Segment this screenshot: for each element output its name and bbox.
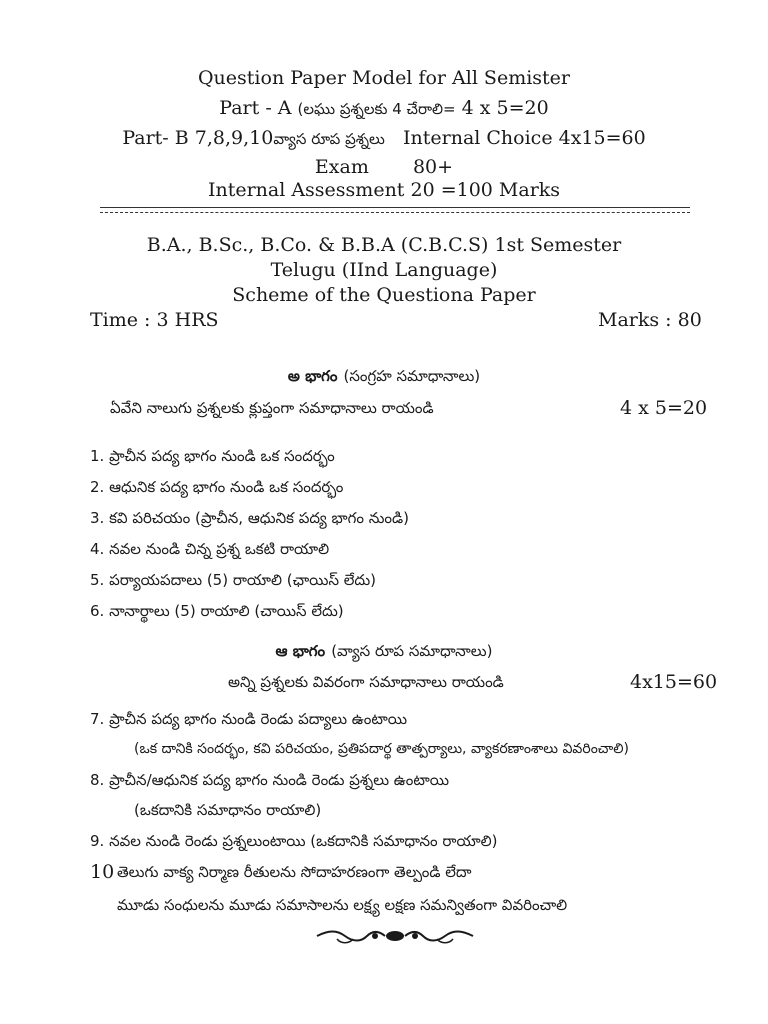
section-b-heading bbox=[0, 638, 768, 663]
part-b-marks: Internal Choice 4x15=60 bbox=[403, 127, 646, 149]
section-a-instruction: ఏవేని నాలుగు ప్రశ్నలకు క్లుప్తంగా సమాధానాలు రాయండి bbox=[110, 399, 434, 417]
part-a-telugu: (లఘు ప్రశ్నలకు 4 చేరాలి= bbox=[297, 100, 456, 118]
part-b-prefix: Part- B 7,8,9,10 bbox=[122, 127, 274, 149]
section-b-instruction: అన్ని ప్రశ్నలకు వివరంగా సమాధానాలు రాయండి bbox=[228, 673, 504, 691]
question-10-continued: మూడు సంధులను మూడు సమాసాలను లక్ష్య లక్షణ సమన్వితంగా వివరించాలి bbox=[117, 896, 568, 914]
question-10-number: 10 bbox=[90, 861, 115, 883]
course-title: B.A., B.Sc., B.Co. & B.B.A (C.B.C.S) 1st Semester bbox=[146, 234, 622, 256]
section-a-marks: 4 x 5=20 bbox=[620, 397, 708, 419]
section-a-subtitle: (సంగ్రహ సమాధానాలు) bbox=[343, 367, 481, 385]
question-7: 7. ప్రాచీన పద్య భాగం నుండి రెండు పద్యాలు ఉంటాయి bbox=[90, 710, 408, 728]
exam-label: Exam bbox=[314, 156, 369, 178]
marks-label: Marks : 80 bbox=[598, 309, 702, 331]
course-language: Telugu (IInd Language) bbox=[270, 259, 498, 281]
question-8-note: (ఒకదానికి సమాధానం రాయాలి) bbox=[134, 801, 322, 819]
list-item: 4. నవల నుండి చిన్న ప్రశ్న ఒకటి రాయాలి bbox=[90, 540, 330, 558]
question-9: 9. నవల నుండి రెండు ప్రశ్నలుంటాయి (ఒకదానికి సమాధానం రాయాలి) bbox=[90, 832, 498, 850]
section-b-title: ఆ భాగం bbox=[275, 642, 326, 660]
part-b-line bbox=[0, 126, 768, 151]
part-a-prefix: Part - A bbox=[219, 97, 292, 119]
scheme-title: Scheme of the Questiona Paper bbox=[232, 284, 536, 306]
list-item: 2. ఆధునిక పద్య భాగం నుండి ఒక సందర్భం bbox=[90, 478, 344, 496]
time-label: Time : 3 HRS bbox=[90, 309, 219, 331]
list-item: 1. ప్రాచీన పద్య భాగం నుండి ఒక సందర్భం bbox=[90, 447, 335, 465]
exam-line bbox=[0, 155, 768, 179]
list-item: 3. కవి పరిచయం (ప్రాచీన, ఆధునిక పద్య భాగం నుండి) bbox=[90, 509, 409, 527]
part-b-telugu: వ్యాస రూప ప్రశ్నలు bbox=[273, 130, 385, 148]
section-b-marks: 4x15=60 bbox=[630, 671, 718, 693]
ornament-divider-icon bbox=[315, 925, 475, 947]
question-10: తెలుగు వాక్య నిర్మాణ రీతులను సోదాహరణంగా తెల్పండి లేదా bbox=[117, 863, 472, 881]
part-a-marks: 4 x 5=20 bbox=[461, 97, 549, 119]
exam-value: 80+ bbox=[412, 156, 454, 178]
section-a-title: అ భాగం bbox=[287, 367, 338, 385]
double-separator bbox=[100, 204, 690, 218]
page-title: Question Paper Model for All Semister bbox=[197, 67, 570, 89]
question-8: 8. ప్రాచీన/ఆధునిక పద్య భాగం నుండి రెండు ప్రశ్నలు ఉంటాయి bbox=[90, 771, 450, 789]
question-7-note: (ఒక దానికి సందర్భం, కవి పరిచయం, ప్రతిపదార్థ తాత్పర్యాలు, వ్యాకరణాంశాలు వివరించాలి) bbox=[134, 741, 629, 757]
section-a-heading bbox=[0, 363, 768, 388]
internal-assessment: Internal Assessment 20 =100 Marks bbox=[207, 179, 561, 201]
part-a-line bbox=[0, 96, 768, 121]
section-b-subtitle: (వ్యాస రూప సమాధానాలు) bbox=[331, 642, 493, 660]
list-item: 5. పర్యాయపదాలు (5) రాయాలి (ఛాయిస్ లేదు) bbox=[90, 571, 377, 589]
list-item: 6. నానార్థాలు (5) రాయాలి (చాయిస్ లేదు) bbox=[90, 602, 344, 620]
